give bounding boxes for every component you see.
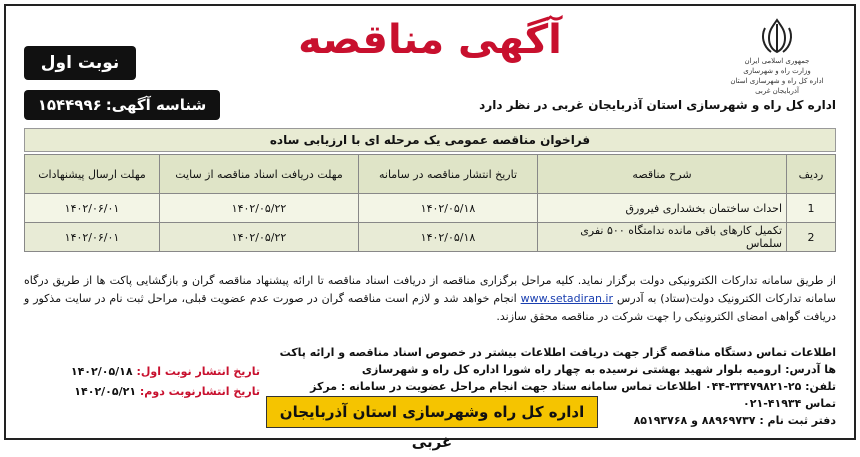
col-doc-deadline: مهلت دریافت اسناد مناقصه از سایت [160, 155, 359, 194]
second-publication-date: ۱۴۰۲/۰۵/۲۱ [74, 385, 137, 398]
notice-id-value: ۱۵۴۴۹۹۶ [37, 96, 102, 114]
emblem-caption-2: وزارت راه و شهرسازی [743, 67, 811, 75]
col-publish-date: تاریخ انتشار مناقصه در سامانه [359, 155, 538, 194]
issuer-line: اداره کل راه و شهرسازی استان آذربایجان غربی در نظر دارد [479, 98, 836, 112]
instructions-text-start: از طریق سامانه تدارکات الکترونیکی دولت برگزار نماید. کلیه مراحل برگزاری مناقصه از دریافت اسناد مناقصه تا ارائه پیشنهاد مناقصه گران و بازگشایی پاکت ها از طریق درگاه سامانه تدارکات الکترونیک دولت(ستاد) به آدرس [24, 274, 837, 305]
notice-id-badge [24, 90, 220, 120]
footer-banner: اداره کل راه وشهرسازی استان آذربایجان غربی [266, 396, 598, 428]
col-row-no: ردیف [787, 155, 836, 194]
emblem-caption-1: جمهوری اسلامی ایران [744, 57, 810, 65]
emblem-caption-3: اداره کل راه و شهرسازی استان آذربایجان غربی [730, 77, 824, 95]
notice-id-label: شناسه آگهی: [105, 96, 207, 114]
cell-doc-deadline: ۱۴۰۲/۰۵/۲۲ [160, 194, 359, 223]
contact-office: دفتر ثبت نام : ۸۸۹۶۹۷۳۷ و ۸۵۱۹۳۷۶۸ [633, 414, 836, 427]
tender-table [24, 154, 836, 252]
first-publication-label: تاریخ انتشار نوبت اول: [136, 365, 260, 378]
second-publication-label: تاریخ انتشارنوبت دوم: [139, 385, 260, 398]
cell-row-no: 1 [787, 194, 836, 223]
instructions-text-end: انجام خواهد شد و لازم است مناقصه گران در صورت عدم عضویت قبلی، مراحل ثبت نام در سایت مذکور و دریافت گواهی امضای الکترونیکی را جهت شرکت در مناقصه محقق سازند. [24, 292, 836, 323]
table-row [25, 223, 836, 252]
setad-website-link[interactable]: www.setadiran.ir [520, 292, 613, 305]
first-publication [20, 362, 260, 382]
cell-doc-deadline: ۱۴۰۲/۰۵/۲۲ [160, 223, 359, 252]
cell-submit-deadline: ۱۴۰۲/۰۶/۰۱ [25, 223, 160, 252]
cell-description: احداث ساختمان بخشداری فیرورق [538, 194, 787, 223]
cell-description: تکمیل کارهای باقی مانده ندامتگاه ۵۰۰ نفری سلماس [538, 223, 787, 252]
cell-submit-deadline: ۱۴۰۲/۰۶/۰۱ [25, 194, 160, 223]
contact-phone: تلفن: ۲۵-۳۳۴۷۹۸۲۱-۰۴۴ اطلاعات تماس سامانه ستاد جهت انجام مراحل عضویت در سامانه : مرکز تماس ۴۱۹۳۴-۰۲۱ [310, 380, 836, 410]
round-badge: نوبت اول [24, 46, 136, 80]
col-submit-deadline: مهلت ارسال پیشنهادات [25, 155, 160, 194]
page-title: آگهی مناقصه [298, 17, 562, 63]
table-row [25, 194, 836, 223]
tender-notice [4, 4, 856, 451]
cell-publish-date: ۱۴۰۲/۰۵/۱۸ [359, 223, 538, 252]
second-publication [20, 382, 260, 402]
table-header-row [25, 155, 836, 194]
tender-instructions [24, 272, 836, 326]
contact-address: اطلاعات تماس دستگاه مناقصه گزار جهت دریافت اطلاعات بیشتر در خصوص اسناد مناقصه و ارائه پاکت ها آدرس: ارومیه بلوار شهید بهشتی نرسیده به چهار راه شورا اداره کل راه و شهرسازی [279, 346, 836, 376]
publication-dates [20, 362, 260, 402]
first-publication-date: ۱۴۰۲/۰۵/۱۸ [70, 365, 133, 378]
col-description: شرح مناقصه [538, 155, 787, 194]
tender-subheading: فراخوان مناقصه عمومی یک مرحله ای با ارزیابی ساده [24, 128, 836, 152]
cell-publish-date: ۱۴۰۲/۰۵/۱۸ [359, 194, 538, 223]
cell-row-no: 2 [787, 223, 836, 252]
